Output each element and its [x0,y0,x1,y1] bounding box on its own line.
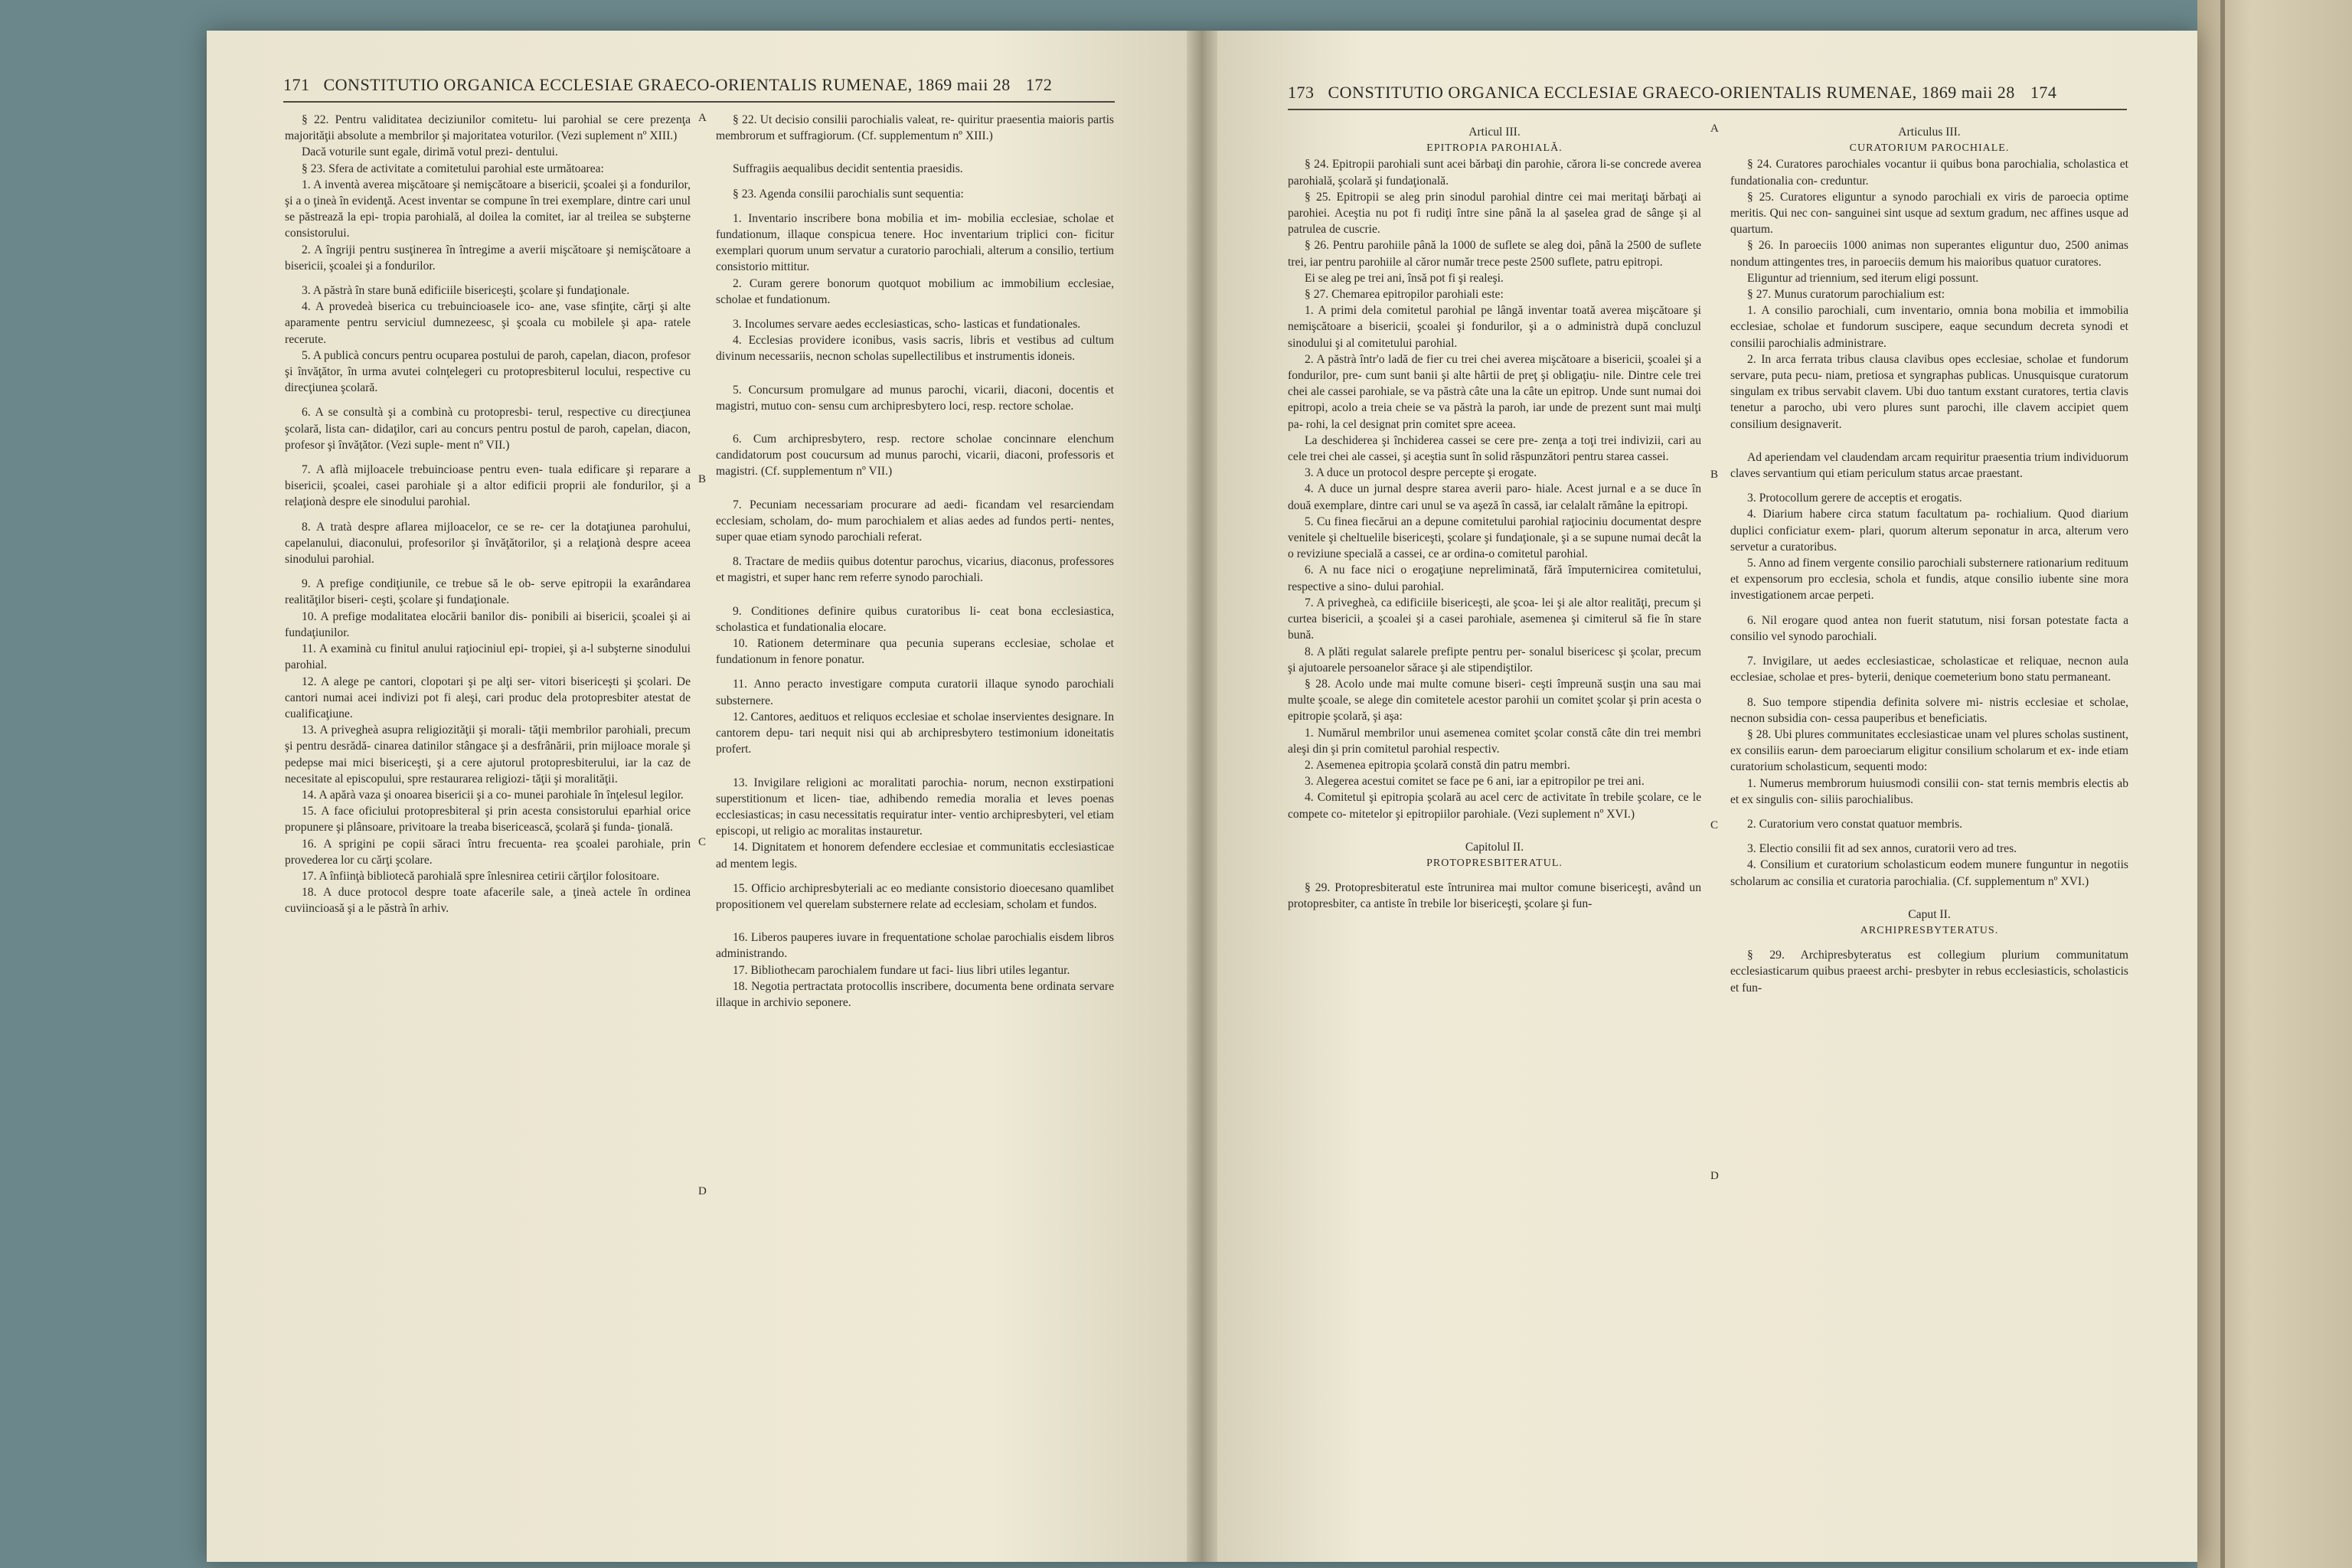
paragraph: § 25. Epitropii se aleg prin sinodul parohial dintre cei mai meritaţi bărbaţi ai parohiei. Aceştia nu pot fi rudiţi între sine până la al şaselea grad de sânge şi al patrulea de cuscrie. [1288,190,1701,237]
margin-letter: C [1710,819,1719,831]
paragraph: 10. A prefige modalitatea elocării banilor dis- ponibili ai bisericii, şcoalei şi ai fundaţiunilor. [285,609,691,639]
latin-column [716,112,1114,1551]
paragraph: § 24. Curatores parochiales vocantur ii quibus bona parochialia, scholastica et fundationalia con- creduntur. [1730,158,2128,188]
paragraph: 4. Consilium et curatorium scholasticum eodem munere funguntur in negotiis scholarum ac consilia et curatoria parochialia. (Cf. supplementum nº XVI.) [1730,858,2128,888]
paragraph: Eliguntur ad triennium, sed iterum eligi possunt. [1747,271,1979,285]
paragraph: 13. A privegheà asupra religiozităţii şi morali- tăţii membrilor parohiali, precum şi pentru desrădă- cinarea datinilor stângace şi a desfrânării, prin mijloace morale şi pedepse mai mici bisericeşti, şi a cere ajutorul protopresbiterului, iar la caz de necesitate al episcopului, spre restaurarea religiozi- tăţii şi moralităţii. [285,724,691,786]
paragraph: 1. A consilio parochiali, cum inventario, omnia bona mobilia et immobilia ecclesiae, scholae et fundorum suscipere, eaque secundum decreta synodi et consilii parochialis administrare. [1730,304,2128,350]
margin-letter: A [1710,122,1719,135]
paragraph: 2. Curatorium vero constat quatuor membris. [1747,817,1963,831]
paragraph: 18. A duce protocol despre toate afacerile sale, a ţineà actele în ordinea cuviincioasă şi a le păstrà în arhiv. [285,886,691,916]
paragraph: § 22. Ut decisio consilii parochialis valeat, re- quiritur praesentia maioris partis membrorum et suffragiorum. (Cf. supplementum nº XIII.) [716,113,1114,143]
paragraph: 4. Comitetul şi epitropia şcolară au acel cerc de activitate în trebile şcolare, ce le compete co- mitetelor şi epitropiilor parohiale. (Vezi suplement nº XVI.) [1288,791,1701,821]
paragraph: Suffragiis aequalibus decidit sententia praesidis. [733,162,963,176]
paragraph: Dacă voturile sunt egale, dirimă votul prezi- dentului. [302,145,558,159]
paragraph: 1. A inventà averea mişcătoare şi nemişcătoare a bisericii, şcoalei şi a fondurilor, şi a o ţineà în evidenţă. Acest inventar se compune în trei exemplare, dintre cari unul se păstrează la epi- tropia parohială, al doilea la comitet, iar al treilea se subşterne consistorului. [285,178,691,240]
paragraph: 7. A privegheà, ca edificiile bisericeşti, ale şcoa- lei şi ale altor realităţi, precum şi curtea bisericii, a şcoalei şi a casei parohiale, asemenea şi cimiterul să fie în stare bună. [1288,596,1701,642]
running-title: CONSTITUTIO ORGANICA ECCLESIAE GRAECO-ORIENTALIS RUMENAE, 1869 maii 28 [323,75,1011,94]
romanian-column [285,112,691,1551]
paragraph: § 28. Ubi plures communitates ecclesiasticae unam vel plures scholas sustinent, ex consiliis earun- dem paroeciarum eligitur consilium scholarum et ex- inde etiam curatorium scholasticum, sequenti modo: [1730,727,2128,774]
paragraph: 1. A primi dela comitetul parohial pe lângă inventar toată averea mişcătoare şi nemişcătoare a bisericii, şcoalei şi fondurilor, şi a o administrà după concluzul sinodului şi al comitetului parohial. [1288,304,1701,350]
paragraph: 5. Concursum promulgare ad munus parochi, vicarii, diaconi, docentis et magistri, mutuo con- sensu cum archipresbytero loci, resp. rectore scholae. [716,383,1114,413]
paragraph: 4. A duce un jurnal despre starea averii paro- hiale. Acest jurnal e a se duce în două exemplare, dintre cari unul se va aşeză în cassă, iar celalalt rămâne la epitropi. [1288,482,1701,512]
chapter-heading: PROTOPRESBITERATUL. [1426,857,1563,869]
paragraph: 17. A înfiinţà bibliotecă parohială spre înlesnirea cetirii cărţilor folositoare. [302,869,660,883]
paragraph: 15. A face oficiului protopresbiteral şi prin acesta consistorului eparhial orice propunere şi plânsoare, privitoare la treaba bisericească, şcolară şi funda- ţională. [285,805,691,835]
margin-letter: B [698,473,707,485]
paragraph: Articulus III. [1898,126,1961,139]
paragraph: 4. Diarium habere circa statum facultatum pa- rochialium. Quod diarium duplici conficiatur exem- plari, quorum alterum seponatur in arca, alterum vero servetur a curatoribus. [1730,508,2128,554]
book-edge [2197,0,2352,1568]
book-spread [207,31,2197,1562]
paragraph: 13. Invigilare religioni ac moralitati parochia- norum, necnon exstirpationi superstitionum et licen- tiae, adhibendo remedia moralia et leves poenas ecclesiasticas; in casu necessitatis requiratur inter- ventio archipresbyteri, vel etiam episcopi, ut religio ac moralitas instauretur. [716,776,1114,838]
paragraph: 2. Curam gerere bonorum quotquot mobilium ac immobilium ecclesiae, scholae et fundationum. [716,276,1114,306]
latin-column [1730,124,2128,1548]
paragraph: 5. A publicà concurs pentru ocuparea postului de paroh, capelan, diacon, profesor şi învăţător, în urma avutei colnţelegeri cu protopresbiterul locului, respective cu direcţiunea şcolară. [285,348,691,395]
page-number: 173 [1288,83,1315,102]
paragraph: § 29. Protopresbiteratul este întrunirea mai multor comune bisericeşti, având un protopresbiter, ca antiste în trebile lor bisericeşti, şcolare şi fun- [1288,881,1701,911]
paragraph: § 24. Epitropii parohiali sunt acei bărbaţi din parohie, cărora li-se concrede averea parohială, şcolară şi fundaţională. [1288,158,1701,188]
paragraph: 16. A sprigini pe copii săraci întru frecuenta- rea şcoalei parohiale, prin provederea lor cu cărţi şcolare. [285,837,691,867]
paragraph: § 25. Curatores eliguntur a synodo parochiali ex viris de paroecia optime meritis. Qui nec con- sanguinei sint usque ad sextum gradum, nec affines usque ad quartum. [1730,190,2128,237]
paragraph: 14. Dignitatem et honorem defendere ecclesiae et communitatis ecclesiasticae ad mentem legis. [716,841,1114,871]
paragraph: 6. A nu face nici o erogaţiune nepreliminată, fără împuternicirea comitetului, respective a sino- dului parohial. [1288,564,1701,593]
romanian-column [1288,124,1701,1548]
paragraph: 7. A aflà mijloacele trebuincioase pentru even- tuala edificare şi reparare a bisericii, şcoalei, casei parohiale şi a altor edificii proprii ale fondurilor, şi a relaţionà despre ele sinodului parohial. [285,463,691,509]
paragraph: 3. Incolumes servare aedes ecclesiasticas, scho- lasticas et fundationales. [733,318,1081,332]
section-heading: EPITROPIA PAROHIALĂ. [1426,142,1563,155]
paragraph: § 23. Agenda consilii parochialis sunt sequentia: [733,187,964,201]
paragraph: 6. Cum archipresbytero, resp. rectore scholae concinnare elenchum candidatorum post coucursum ad munus parochi, vicarii, diaconi, professoris et magistri. (Cf. supplementum nº VII.) [716,433,1114,479]
paragraph: 4. A provedeà biserica cu trebuincioasele ico- ane, vase sfinţite, cărţi şi alte aparamente pentru serviciul dumnezeesc, şi şcoala cu mobilele şi apa- ratele recerute. [285,300,691,346]
paragraph: 8. A tratà despre aflarea mijloacelor, ce se re- cer la dotaţiunea parohului, capelanului, diaconului, profesorilor şi învăţătorilor, şi a relaţionà despre aceea sinodului parohial. [285,520,691,567]
paragraph: 6. A se consultà şi a combinà cu protopresbi- terul, respective cu direcţiunea şcolară, lista can- didaţilor, cari au concurs pentru postul de paroh, capelan, diacon, profesor şi învăţător. (Vezi suple- ment nº VII.) [285,406,691,452]
paragraph: La deschiderea şi închiderea cassei se cere pre- zenţa a toţi trei indivizii, cari au cele trei chei ale cassei, şi aceştia sunt în solid răspunzători pentru starea cassei. [1288,433,1701,464]
paragraph: 16. Liberos pauperes iuvare in frequentatione scholae parochialis eisdem libros administrando. [716,931,1114,961]
paragraph: 9. Conditiones definire quibus curatoribus li- ceat bona ecclesiastica, scholastica et fundationalia elocare. [716,604,1114,634]
paragraph: 11. A examinà cu finitul anului raţiociniul epi- tropiei, şi a-l subşterne sinodului parohial. [285,642,691,672]
paragraph: 1. Numărul membrilor unui asemenea comitet şcolar constă câte din trei membri aleşi din şi prin comitetul parohial respectiv. [1288,726,1701,756]
paragraph: Ei se aleg pe trei ani, însă pot fi şi realeşi. [1305,271,1504,285]
left-page [207,31,1187,1562]
left-page-header [283,75,1052,95]
paragraph: 3. Alegerea acestui comitet se face pe 6 ani, iar a epitropilor pe trei ani. [1305,775,1645,789]
paragraph: 3. A duce un protocol despre percepte şi erogate. [1305,466,1537,480]
paragraph: § 23. Sfera de activitate a comitetului parohial este următoarea: [302,162,604,175]
paragraph: 12. Cantores, aedituos et reliquos ecclesiae et scholae inservientes designare. In cantorem depu- tari nequit nisi qui ab archipresbytero testimonium idoneitatis profert. [716,710,1114,756]
header-rule [1288,109,2127,110]
right-page-header [1288,83,2056,103]
paragraph: 8. A plăti regulat salarele prefipte pentru per- sonalul bisericesc şi şcolar, precum şi ajutoarele persoanelor sărace şi ale stipendiştilor. [1288,645,1701,675]
paragraph: 14. A apărà vaza şi onoarea bisericii şi a co- munei parohiale în înţelesul legilor. [302,788,684,802]
paragraph: 18. Negotia pertractata protocollis inscribere, documenta bene ordinata servare illaque in archivio seponere. [716,979,1114,1009]
right-page [1217,31,2197,1562]
page-number: 172 [1025,75,1053,94]
paragraph: 11. Anno peracto investigare computa curatorii illaque synodo parochiali substernere. [716,678,1114,707]
paragraph: § 26. In paroeciis 1000 animas non superantes eliguntur duo, 2500 animas nondum attingentes tres, in paroeciis demum his maioribus quatuor curatores. [1730,239,2128,269]
paragraph: Articul III. [1468,126,1521,139]
paragraph: § 28. Acolo unde mai multe comune biseri- ceşti împreună susţin una sau mai multe şcoale, se alege din comitetele acestor parohii un comitet şcolar şi prin acesta o epitropie şcolară, şi aşa: [1288,677,1701,724]
paragraph: 9. A prefige condiţiunile, ce trebue să le ob- serve epitropii la exarândarea realităţilor biseri- ceşti, şcolare şi fundaţionale. [285,577,691,607]
paragraph: 1. Numerus membrorum huiusmodi consilii con- stat ternis membris electis ab et ex singulis con- siliis parochialibus. [1730,776,2128,806]
paragraph: 2. In arca ferrata tribus clausa clavibus opes ecclesiae, scholae et fundorum servare, puta pecu- niam, pretiosa et syngraphas publicas. Unusquisque curatorum singulam ex tribus servabit clavem. Ubi duo tantum exstant curatores, tertia clavis tenetur a parocho, ubi vero plures sunt parochi, ille clavem accipiet quem consilium designaverit. [1730,352,2128,431]
margin-letter: C [698,836,707,848]
page-number: 174 [2030,83,2057,102]
running-title: CONSTITUTIO ORGANICA ECCLESIAE GRAECO-ORIENTALIS RUMENAE, 1869 maii 28 [1328,83,2015,102]
paragraph: Capitolul II. [1465,840,1524,854]
paragraph: § 27. Munus curatorum parochialium est: [1747,288,1945,302]
paragraph: 2. A îngriji pentru susţinerea în întregime a averii mişcătoare şi nemişcătoare a bisericii, şcoalei şi a fondurilor. [285,243,691,273]
margin-letter: D [1710,1170,1719,1182]
paragraph: 15. Officio archipresbyteriali ac eo mediante consistorio dioecesano quamlibet propositionem vel querelam substernere relate ad ecclesiam, scholam et fundos. [716,881,1114,911]
page-number: 171 [283,75,310,94]
paragraph: 3. Protocollum gerere de acceptis et erogatis. [1747,492,1962,505]
paragraph: § 27. Chemarea epitropilor parohiali este: [1305,288,1504,302]
paragraph: 7. Invigilare, ut aedes ecclesiasticae, scholasticae et reliquae, necnon aula ecclesiae, scholae et pres- byterii, denique coemeterium bono statu permaneant. [1730,655,2128,684]
header-rule [283,101,1115,103]
margin-letter: B [1710,469,1719,481]
paragraph: 6. Nil erogare quod antea non fuerit statutum, nisi forsan potestate facta a consilio vel synodo parochiali. [1730,613,2128,643]
paragraph: § 22. Pentru validitatea deciziunilor comitetu- lui parohial se cere prezenţa majorităţii absolute a membrilor şi majoritatea voturilor. (Vezi suplement nº XIII.) [285,113,691,143]
paragraph: § 26. Pentru parohiile până la 1000 de suflete se aleg doi, până la 2500 de suflete trei, iar pentru parohiile al căror număr trece peste 2500 suflete, patru epitropi. [1288,239,1701,269]
paragraph: 10. Rationem determinare qua pecunia superans ecclesiae, scholae et fundationum in fenore ponatur. [716,637,1114,667]
book-gutter [1187,31,1217,1562]
paragraph: 8. Suo tempore stipendia definita solvere mi- nistris ecclesiae et scholae, necnon subsidia con- cessa pauperibus et beneficiatis. [1730,695,2128,725]
section-heading: CURATORIUM PAROCHIALE. [1849,142,2010,155]
paragraph: 4. Ecclesias providere iconibus, vasis sacris, libris et vestibus ad cultum divinum necessariis, necnon scholas supellectilibus et instrumentis idoneis. [716,334,1114,364]
paragraph: § 29. Archipresbyteratus est collegium plurium communitatum ecclesiasticarum quibus praeest archi- presbyter in rebus ecclesiasticis, scholasticis et fun- [1730,949,2128,995]
paragraph: 17. Bibliothecam parochialem fundare ut faci- lius libri utiles legantur. [733,963,1070,977]
paragraph: 3. Electio consilii fit ad sex annos, curatorii vero ad tres. [1747,842,2017,856]
paragraph: Ad aperiendam vel claudendam arcam requiritur praesentia trium individuorum claves servantium qui etiam periculum status arcae praestant. [1730,450,2128,481]
paragraph: Caput II. [1908,907,1951,921]
margin-letter: A [698,112,707,124]
margin-letter: D [698,1185,707,1197]
paragraph: 5. Cu finea fiecărui an a depune comitetului parohial raţiociniu documentat despre venitele şi cheltuelile bisericeşti, şcolare şi fundaţionale, şi a se supune numai decât la o reviziune specială a cassei, ce ar ordina-o comitetul parohial. [1288,514,1701,561]
paragraph: 3. A păstrà în stare bună edificiile bisericeşti, şcolare şi fundaţionale. [302,284,630,298]
paragraph: 12. A alege pe cantori, clopotari şi pe alţi ser- vitori bisericeşti şi şcolari. De cantori numai acei indivizi pot fi aleşi, cari produc dela protopresbiter atestat de cualificaţiune. [285,675,691,720]
paragraph: 2. A păstrà într'o ladă de fier cu trei chei averea mişcătoare a bisericii, şcoalei şi a fondurilor, pre- cum sunt banii şi alte hârtii de preţ şi obligaţiu- nile. Dintre cele trei chei ale cassei parohiale, se va păstrà câte una la câte un epitrop. Unde sunt numai doi epitropi, acolo a treia cheie se va păstrà la paroh, iar unde de prezent sunt mai mulţi pa- rohi, la cel designat prin comitet spre aceea. [1288,352,1701,431]
paragraph: 5. Anno ad finem vergente consilio parochiali substernere rationarium redituum et expensorum pro ecclesia, schola et fundis, atque consilio iubente sine mora investigationem arcae perpeti. [1730,557,2128,603]
chapter-heading: ARCHIPRESBYTERATUS. [1860,924,1999,936]
paragraph: 7. Pecuniam necessariam procurare ad aedi- ficandam vel resarciendam ecclesiam, scholam, do- mum parochialem et alias aedes ad fundos perti- nentes, super quae etiam synodo parochiali referat. [716,498,1114,544]
paragraph: 8. Tractare de mediis quibus dotentur parochus, vicarius, diaconus, professores et magistri, et super hanc rem referre synodo parochiali. [716,555,1114,585]
paragraph: 2. Asemenea epitropia şcolară constă din patru membri. [1305,758,1570,772]
paragraph: 1. Inventario inscribere bona mobilia et im- mobilia ecclesiae, scholae et fundationum, illaque conspicua tenere. Hoc inventarium triplici con- ficitur exemplari quorum unum servatur a curatorio parochiali, alterum a consilio, tertium consistorio mittitur. [716,211,1114,274]
